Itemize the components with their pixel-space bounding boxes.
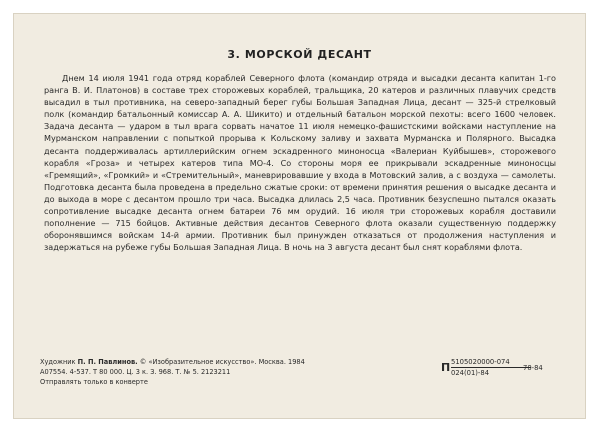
imprint-line-3: Отправлять только в конверте (40, 378, 148, 386)
catalog-numerator: 5105020000-074 (451, 358, 531, 368)
imprint (40, 357, 305, 387)
artist-prefix: Художник (40, 358, 76, 366)
catalog-denominator: 024(01)-84 (451, 369, 490, 377)
postcard-back (14, 14, 585, 418)
publisher: © «Изобразительное искусство». Москва. 1984 (139, 358, 305, 366)
catalog-suffix: 70-84 (523, 364, 543, 372)
imprint-line-1 (40, 357, 305, 367)
imprint-line-2: А07554. 4-537. Т 80 000. Ц. 3 к. З. 968. Т. № 5. 2123211 (40, 368, 231, 376)
catalog-fraction (451, 358, 531, 377)
catalog-letter: П (441, 361, 451, 374)
artist-name: П. П. Павлинов. (77, 358, 138, 366)
body-paragraph: Днем 14 июля 1941 года отряд кораблей Северного флота (командир отряда и высадки десанта капитан 1-го ранга В. И. Платонов) в составе трех сторожевых кораблей, тральщика, 20 катеров и различных плавучих средств высадил в тыл противника, на северо-западный берег губы Большая Западная Лица, десант — 325-й стрелковый полк (командир батальонный комиссар А. А. Шикито) и отдельный батальон морской пехоты: всего 1600 человек. Задача десанта — ударом в тыл врага сорвать начатое 11 июля немецко-фашистскими войсками наступление на Мурманском направлении с попыткой прорыва к Кольскому заливу и захвата Мурманска и Полярного. Высадка десанта поддерживалась артиллерийским огнем эскадренного миноносца «Валериан Куйбышев», сторожевого корабля «Гроза» и четырех катеров типа МО-4. Со стороны моря ее прикрывали эскадренные миноносцы «Гремящий», «Громкий» и «Стремительный», маневрировавшие у входа в Мотовский залив, а с воздуха — самолеты. Подготовка десанта была проведена в предельно сжатые сроки: от времени принятия решения о высадке десанта и до выхода в море с десантом прошло три часа. Высадка длилась 2,5 часа. Противник безуспешно пытался оказать сопротивление высадке десанта огнем батареи 76 мм орудий. 16 июля три сторожевых корабля доставили пополнение — 715 бойцов. Активные действия десантов Северного флота оказали существенную поддержку оборонявшимся войскам 14-й армии. Противник был принужден отказаться от продолжения наступления и задержаться на рубеже губы Большая Западная Лица. В ночь на 3 августа десант был снят кораблями флота. (44, 73, 556, 253)
section-title: 3. МОРСКОЙ ДЕСАНТ (227, 48, 372, 61)
